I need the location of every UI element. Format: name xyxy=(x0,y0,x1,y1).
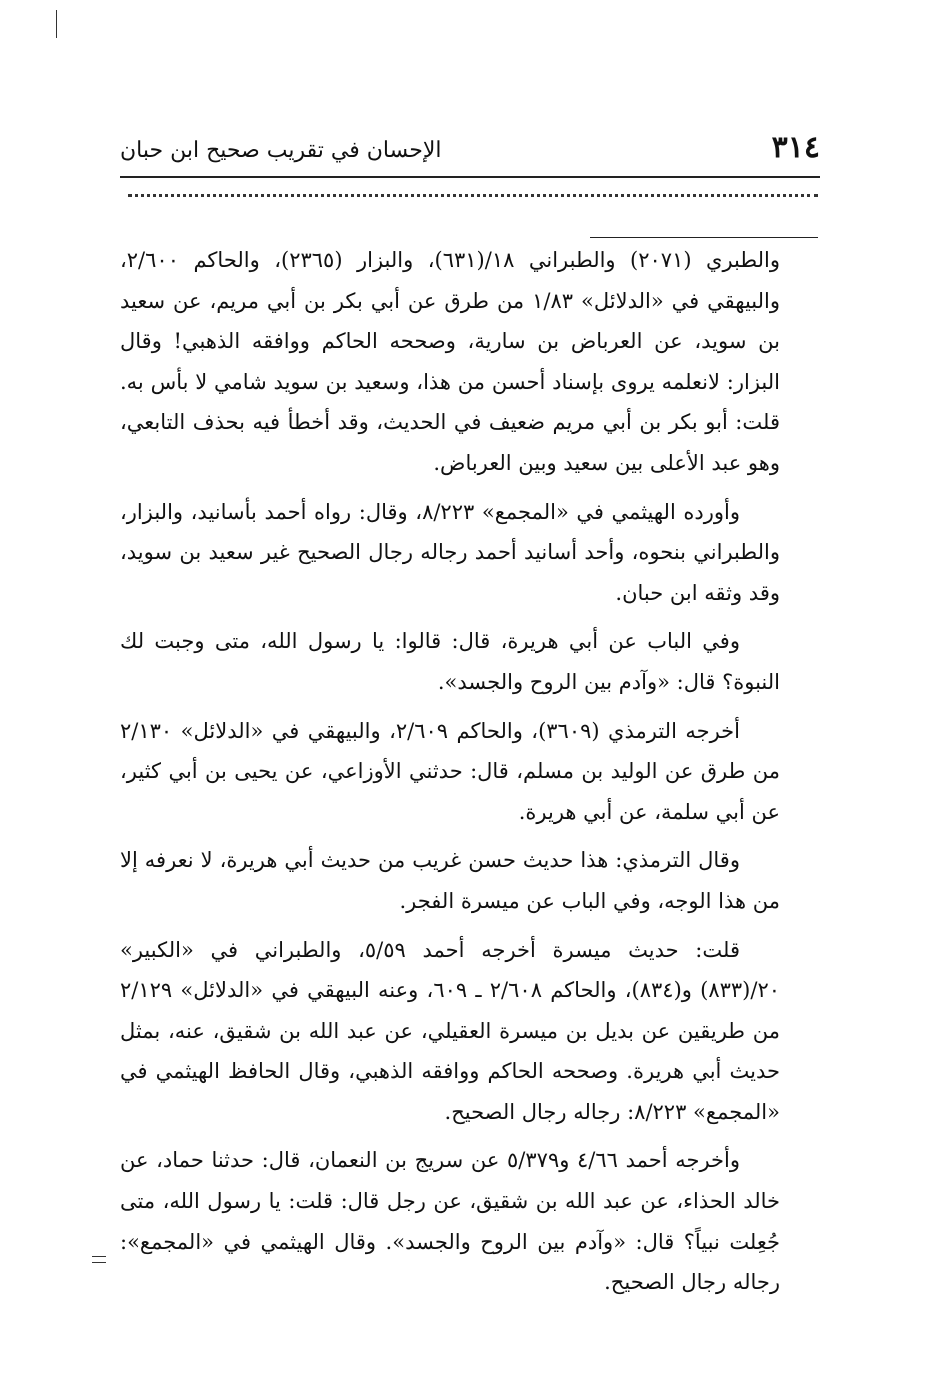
paragraph: أخرجه الترمذي (٣٦٠٩)، والحاكم ٢/٦٠٩، والبيهقي في «الدلائل» ٢/١٣٠ من طرق عن الوليد بن مسلم، قال: حدثني الأوزاعي، عن يحيى بن أبي كثير، عن أبي سلمة، عن أبي هريرة. xyxy=(120,718,780,824)
paragraph: وأخرجه أحمد ٤/٦٦ و٥/٣٧٩ عن سريج بن النعمان، قال: حدثنا حماد، عن خالد الحذاء، عن عبد الله بن شقيق، عن رجل قال: قلت: يا رسول الله، متى جُعِلت نبياً؟ قال: «وآدم بين الروح والجسد». وقال الهيثمي في «المجمع»: رجاله رجال الصحيح. xyxy=(120,1148,780,1295)
header-rule xyxy=(120,176,820,178)
paragraph: وأورده الهيثمي في «المجمع» ٨/٢٢٣، وقال: رواه أحمد بأسانيد، والبزار، والطبراني بنحوه، وأحد أسانيد أحمد رجاله رجال الصحيح غير سعيد بن سويد، وقد وثقه ابن حبان. xyxy=(120,499,780,605)
dotted-separator xyxy=(128,194,818,217)
running-title: الإحسان في تقريب صحيح ابن حبان xyxy=(120,138,442,163)
footnote-rule xyxy=(590,237,818,238)
scan-margin-mark xyxy=(92,1256,106,1263)
paragraph: قلت: حديث ميسرة أخرجه أحمد ٥/٥٩، والطبراني في «الكبير» ٢٠/(٨٣٣) و(٨٣٤)، والحاكم ٢/٦٠٨ ـ ٦٠٩، وعنه البيهقي في «الدلائل» ٢/١٢٩ من طريقين عن بديل بن ميسرة العقيلي، عن عبد الله بن شقيق، عنه، بمثل حديث أبي هريرة. وصححه الحاكم ووافقه الذهبي، وقال الحافظ الهيثمي في «المجمع» ٨/٢٢٣: رجاله رجال الصحيح. xyxy=(120,937,781,1124)
footnote-body xyxy=(120,240,780,1311)
paragraph: وفي الباب عن أبي هريرة، قال: قالوا: يا رسول الله، متى وجبت لك النبوة؟ قال: «وآدم بين الروح والجسد». xyxy=(120,629,780,694)
paragraph: والطبري (٢٠٧١) والطبراني ١٨/(٦٣١)، والبزار (٢٣٦٥)، والحاكم ٢/٦٠٠، والبيهقي في «الدلائل» ١/٨٣ من طرق عن أبي بكر بن أبي مريم، عن سعيد بن سويد، عن العرباض بن سارية، وصححه الحاكم ووافقه الذهبي! وقال البزار: لانعلمه يروى بإسناد أحسن من هذا، وسعيد بن سويد شامي لا بأس به. قلت: أبو بكر بن أبي مريم ضعيف في الحديث، وقد أخطأ فيه بحذف التابعي، وهو عبد الأعلى بين سعيد وبين العرباض. xyxy=(120,248,780,475)
paragraph: وقال الترمذي: هذا حديث حسن غريب من حديث أبي هريرة، لا نعرفه إلا من هذا الوجه، وفي الباب عن ميسرة الفجر. xyxy=(120,848,780,913)
scan-margin-mark xyxy=(56,10,57,38)
page-number: ٣١٤ xyxy=(771,130,820,165)
page-header xyxy=(120,128,820,174)
